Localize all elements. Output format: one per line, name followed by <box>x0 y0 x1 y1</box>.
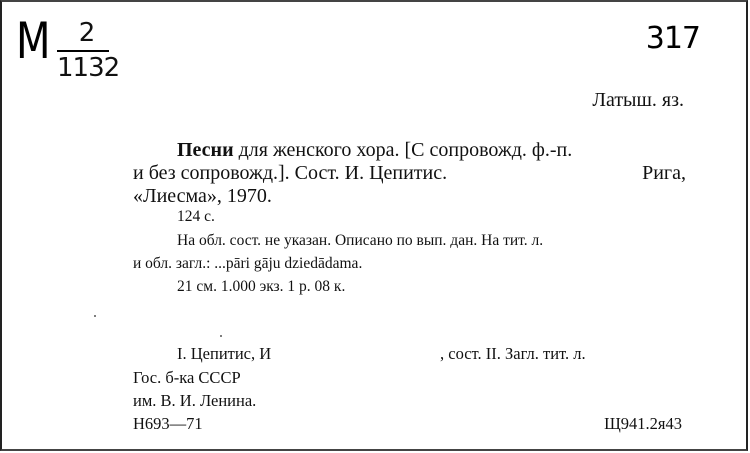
classification-index: Щ941.2я43 <box>604 414 682 433</box>
corner-mark: 317 <box>645 21 700 56</box>
shelfmark-top: 2 <box>78 18 96 48</box>
title: Песни <box>177 139 234 161</box>
description-line-1-rest: для женского хора. [С сопровожд. ф.-п. <box>233 139 573 161</box>
library-line-1: Гос. б-ка СССР <box>133 368 241 387</box>
shelfmark-divider <box>57 50 109 52</box>
shelfmark-letter: М <box>16 12 49 70</box>
tracing-left: I. Цепитис, И <box>177 344 272 363</box>
shelfmark-bottom: 1132 <box>57 53 120 83</box>
note-line-2: и обл. загл.: ...pāri gāju dziedādama. <box>133 255 363 272</box>
description-line-2-left: и без сопровожд.]. Сост. И. Цепитис. <box>133 162 448 184</box>
publication-place: Рига, <box>642 162 686 184</box>
note-line-1: На обл. сост. не указан. Описано по вып. дан. На тит. л. <box>177 232 544 249</box>
physical-description: 21 см. 1.000 экз. 1 р. 08 к. <box>177 278 346 295</box>
description-line-3: «Лиесма», 1970. <box>133 185 272 207</box>
pages-note: 124 с. <box>177 208 215 225</box>
description-line-1 <box>177 139 572 162</box>
paper-speck <box>94 315 96 317</box>
shelfmark-fraction <box>57 18 120 83</box>
language-note: Латыш. яз. <box>592 89 684 111</box>
paper-speck <box>220 335 222 337</box>
tracing-right: , сост. II. Загл. тит. л. <box>440 344 586 363</box>
library-line-2: им. В. И. Ленина. <box>133 391 257 410</box>
description-line-2 <box>133 162 686 185</box>
card-number: Н693—71 <box>133 414 203 433</box>
